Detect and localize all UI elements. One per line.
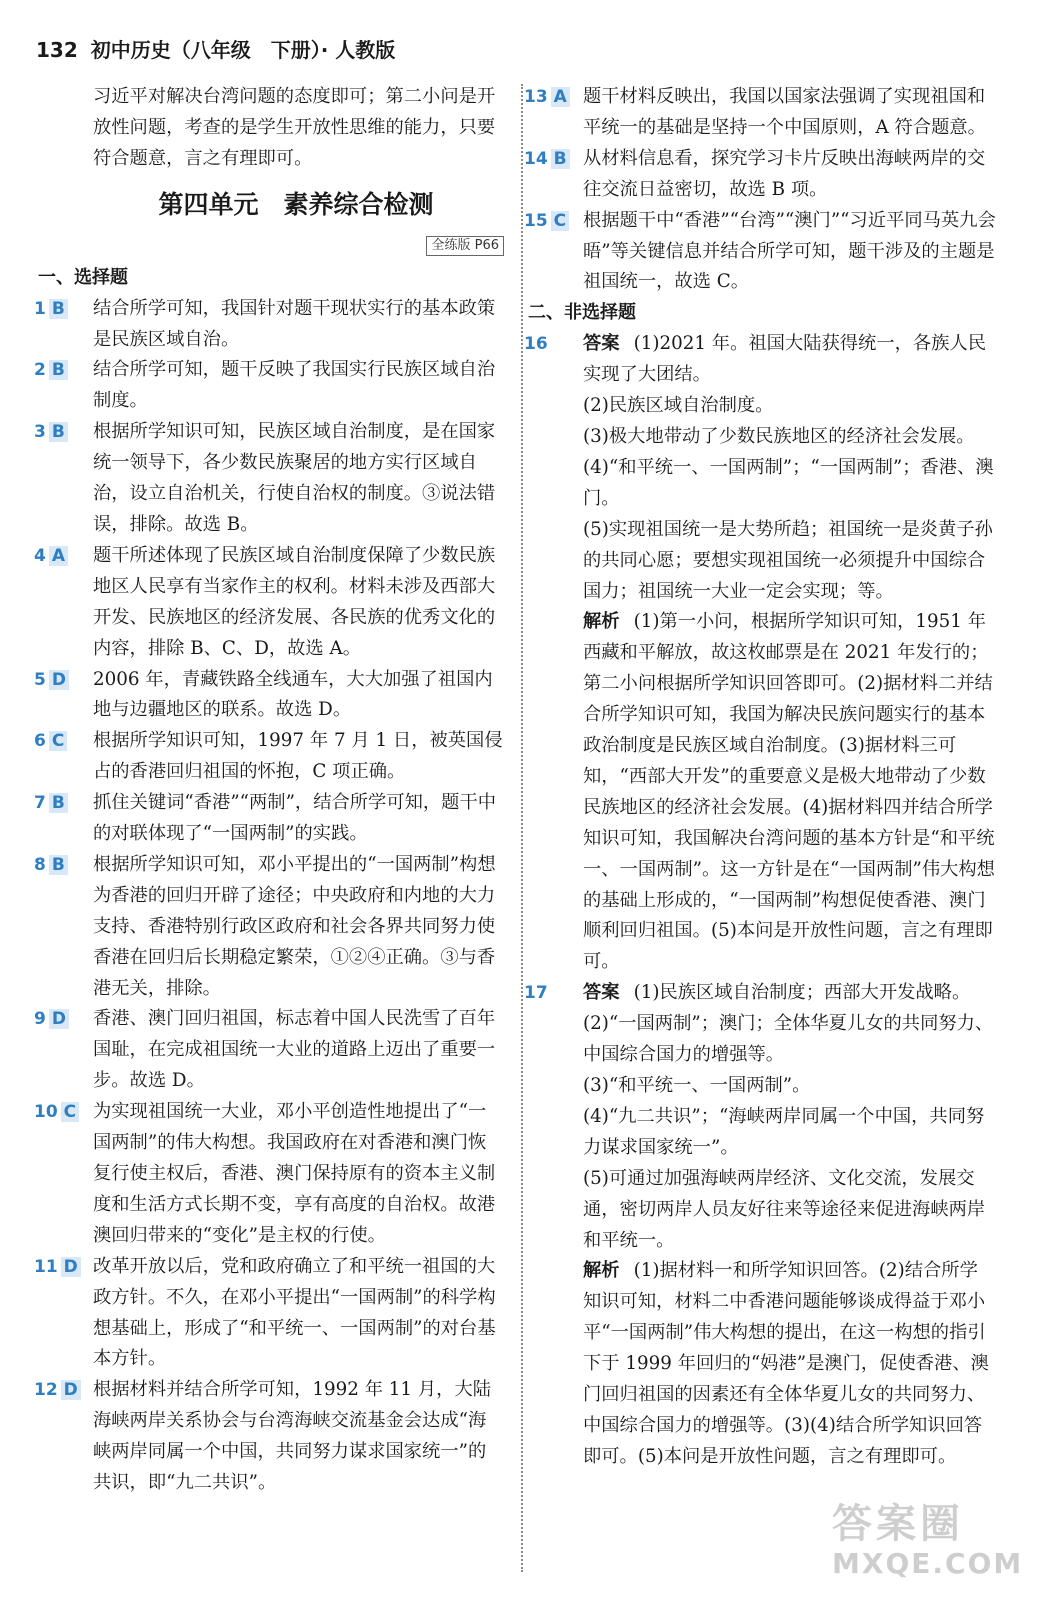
question-explanation: 题干所述体现了民族区域自治制度保障了少数民族地区人民享有当家作主的权利。材料未涉及西部大开发、民族地区的经济发展、各民族的优秀文化的内容，排除 B、C、D，故选 A。 <box>93 544 496 659</box>
question-7 <box>34 788 504 850</box>
answer-badge: C <box>551 211 569 231</box>
question-15 <box>524 206 996 299</box>
answer-label: 答案 <box>583 333 620 355</box>
question-explanation: 根据题干中“香港”“台湾”“澳门”“习近平同马英九会晤”等关键信息并结合所学可知，题干涉及的主题是祖国统一，故选 C。 <box>583 209 996 293</box>
question-number: 5 D <box>34 665 69 696</box>
page-header <box>36 34 395 63</box>
watermark-url: MXQE.COM <box>832 1547 1024 1580</box>
question-number: 10 C <box>34 1097 79 1128</box>
question-explanation: 改革开放以后，党和政府确立了和平统一祖国的大政方针。不久，在邓小平提出“一国两制”的科学构想基础上，形成了“和平统一、一国两制”的对台基本方针。 <box>93 1255 496 1370</box>
question-2 <box>34 355 504 417</box>
question-explanation: 从材料信息看，探究学习卡片反映出海峡两岸的交往交流日益密切，故选 B 项。 <box>583 147 986 200</box>
answer-badge: D <box>61 1380 81 1400</box>
question-number: 12 D <box>34 1375 81 1406</box>
unit-title: 第四单元 素养综合检测 <box>158 189 434 219</box>
question-number: 7 B <box>34 788 68 819</box>
question-number: 2 B <box>34 355 68 386</box>
question-number: 8 B <box>34 850 68 881</box>
answer-badge: B <box>551 149 570 169</box>
answer-line: (3)“和平统一、一国两制”。 <box>583 1075 811 1096</box>
question-explanation: 香港、澳门回归祖国，标志着中国人民洗雪了百年国耻，在完成祖国统一大业的道路上迈出了重要一步。故选 D。 <box>93 1008 496 1092</box>
answer-label: 答案 <box>583 982 620 1004</box>
answer-badge: B <box>49 855 68 875</box>
answer-line: (4)“九二共识”；“海峡两岸同属一个中国，共同努力谋求国家统一”。 <box>583 1105 985 1158</box>
question-14 <box>524 144 996 206</box>
question-12 <box>34 1375 504 1499</box>
question-17 <box>524 978 996 1473</box>
answer-badge: B <box>49 422 68 442</box>
question-explanation: 根据所学知识可知，1997 年 7 月 1 日，被英国侵占的香港回归祖国的怀抱，C 项正确。 <box>93 730 503 783</box>
answer-badge: A <box>551 87 570 107</box>
question-9 <box>34 1004 504 1097</box>
question-16 <box>524 329 996 978</box>
section-title-choice: 一、选择题 <box>38 266 128 288</box>
column-divider <box>521 84 523 1572</box>
answer-line: (1)民族区域自治制度；西部大开发战略。 <box>633 982 971 1004</box>
question-6 <box>34 726 504 788</box>
question-5 <box>34 665 504 727</box>
answer-badge: D <box>49 670 69 690</box>
answer-line: (3)极大地带动了少数民族地区的经济社会发展。 <box>583 425 975 447</box>
answer-badge: B <box>49 360 68 380</box>
analysis-text: (1)据材料一和所学知识回答。(2)结合所学知识可知，材料二中香港问题能够谈成得益于邓小平“一国两制”伟大构想的提出，在这一构想的指引下于 1999 年回归的“妈港”是澳门，促使香港、澳门回归祖国的因素还有全体华夏儿女的共同努力、中国综合国力的增强等。(3)(4)结合所学知识回答即可。(5)本问是开放性问题，言之有理即可。 <box>583 1260 989 1467</box>
question-explanation: 抓住关键词“香港”“两制”，结合所学可知，题干中的对联体现了“一国两制”的实践。 <box>93 792 497 845</box>
analysis-label: 解析 <box>583 1260 620 1282</box>
answer-badge: B <box>49 299 68 319</box>
answer-badge: C <box>61 1102 79 1122</box>
answer-line: (5)可通过加强海峡两岸经济、文化交流，发展交通，密切两岸人员友好往来等途径来促进海峡两岸和平统一。 <box>583 1167 986 1251</box>
question-number: 15 C <box>524 206 569 237</box>
question-number: 16 <box>524 334 548 355</box>
question-number: 9 D <box>34 1004 69 1035</box>
question-explanation: 结合所学可知，我国针对题干现状实行的基本政策是民族区域自治。 <box>93 297 496 350</box>
section-title-nonchoice: 二、非选择题 <box>528 302 636 324</box>
question-number: 14 B <box>524 144 570 175</box>
answer-line: (2)“一国两制”；澳门；全体华夏儿女的共同努力、中国综合国力的增强等。 <box>583 1013 994 1066</box>
previous-answer-tail: 习近平对解决台湾问题的态度即可；第二小问是开放性问题，考查的是学生开放性思维的能力，只要符合题意，言之有理即可。 <box>93 86 496 169</box>
question-4 <box>34 541 504 665</box>
question-explanation: 根据材料并结合所学可知，1992 年 11 月，大陆海峡两岸关系协会与台湾海峡交流基金会达成“海峡两岸同属一个中国，共同努力谋求国家统一”的共识，即“九二共识”。 <box>93 1379 492 1494</box>
analysis-label: 解析 <box>583 611 620 633</box>
watermark-text: 答案圈 <box>832 1501 964 1547</box>
question-explanation: 根据所学知识可知，邓小平提出的“一国两制”构想为香港的回归开辟了途径；中央政府和内地的大力支持、香港特别行政区政府和社会各界共同努力使香港在回归后长期稳定繁荣，①②④正确。③与香港无关，排除。 <box>93 853 496 999</box>
answer-line: (5)实现祖国统一是大势所趋；祖国统一是炎黄子孙的共同心愿；要想实现祖国统一必须提升中国综合国力；祖国统一大业一定会实现；等。 <box>583 518 993 602</box>
answer-badge: C <box>49 731 67 751</box>
question-number: 11 D <box>34 1252 81 1283</box>
watermark-logo <box>832 1500 1032 1590</box>
answer-badge: D <box>49 1009 69 1029</box>
answer-line: (1)2021 年。祖国大陆获得统一，各族人民实现了大团结。 <box>583 333 987 386</box>
book-title: 初中历史（八年级 下册）· 人教版 <box>90 38 396 62</box>
question-number: 13 A <box>524 82 570 113</box>
question-1 <box>34 294 504 356</box>
reference-tag: 全练版 P66 <box>426 236 504 256</box>
question-3 <box>34 417 504 541</box>
answer-badge: D <box>61 1257 81 1277</box>
question-13 <box>524 82 996 144</box>
question-10 <box>34 1097 504 1252</box>
right-column <box>524 82 996 1473</box>
left-column <box>34 82 504 1499</box>
question-explanation: 题干材料反映出，我国以国家法强调了实现祖国和平统一的基础是坚持一个中国原则，A 符合题意。 <box>583 86 986 138</box>
question-8 <box>34 850 504 1005</box>
question-number: 3 B <box>34 417 68 448</box>
question-explanation: 为实现祖国统一大业，邓小平创造性地提出了“一国两制”的伟大构想。我国政府在对香港和澳门恢复行使主权后，香港、澳门保持原有的资本主义制度和生活方式长期不变，享有高度的自治权。故港澳回归带来的“变化”是主权的行使。 <box>93 1101 496 1246</box>
question-11 <box>34 1252 504 1376</box>
question-number: 17 <box>524 983 548 1004</box>
answer-badge: B <box>49 793 68 813</box>
question-explanation: 根据所学知识可知，民族区域自治制度，是在国家统一领导下，各少数民族聚居的地方实行区域自治，设立自治机关，行使自治权的制度。③说法错误，排除。故选 B。 <box>93 421 496 535</box>
question-number: 6 C <box>34 726 67 757</box>
analysis-text: (1)第一小问，根据所学知识可知，1951 年西藏和平解放，故这枚邮票是在 2021 年发行的；第二小问根据所学知识回答即可。(2)据材料二并结合所学知识可知，我国为解决民族问题实行的基本政治制度是民族区域自治制度。(3)据材料三可知，“西部大开发”的重要意义是极大地带动了少数民族地区的经济社会发展。(4)据材料四并结合所学知识可知，我国解决台湾问题的基本方针是“和平统一、一国两制”。这一方针是在“一国两制”伟大构想的基础上形成的，“一国两制”构想促使香港、澳门顺利回归祖国。(5)本问是开放性问题，言之有理即可。 <box>583 611 995 973</box>
question-number: 1 B <box>34 294 68 325</box>
answer-badge: A <box>49 546 68 566</box>
question-explanation: 2006 年，青藏铁路全线通车，大大加强了祖国内地与边疆地区的联系。故选 D。 <box>93 668 493 721</box>
answer-line: (4)“和平统一、一国两制”；“一国两制”；香港、澳门。 <box>583 456 994 509</box>
question-number: 4 A <box>34 541 68 572</box>
answer-line: (2)民族区域自治制度。 <box>583 395 774 417</box>
question-explanation: 结合所学可知，题干反映了我国实行民族区域自治制度。 <box>93 359 496 412</box>
page-number: 132 <box>36 38 78 62</box>
